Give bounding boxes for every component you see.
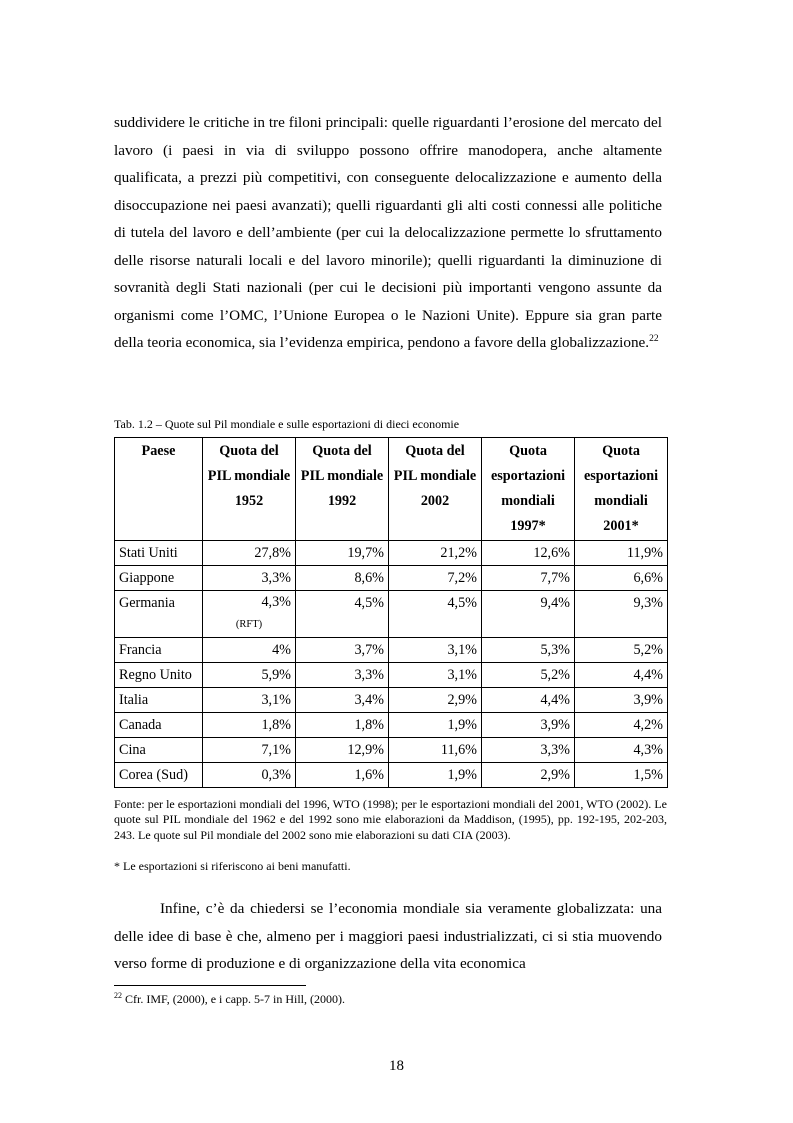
value-cell: 12,9%	[296, 738, 389, 763]
value-cell: 3,9%	[575, 688, 668, 713]
value-cell: 1,9%	[389, 713, 482, 738]
value-cell: 9,4%	[482, 591, 575, 638]
table-row	[115, 541, 668, 566]
value-cell: 9,3%	[575, 591, 668, 638]
value-cell: 2,9%	[389, 688, 482, 713]
value-cell: 4,3%	[575, 738, 668, 763]
value-cell: 12,6%	[482, 541, 575, 566]
value-cell: 0,3%	[203, 763, 296, 788]
table-row	[115, 638, 668, 663]
paragraph-text: suddividere le critiche in tre filoni principali: quelle riguardanti l’erosione del mercato del lavoro (i paesi in via di sviluppo possono offrire manodopera, anche altamente qualificata, a prezzi più competitivi, con conseguente delocalizzazione e aumento della disoccupazione nei paesi avanzati); quelli riguardanti gli alti costi connessi alle politiche di tutela del lavoro e dell’ambiente (per cui la delocalizzazione permette lo sfruttamento delle risorse naturali locali e del lavoro minorile); quelli riguardanti la diminuzione di sovranità degli Stati nazionali (per cui le decisioni più importanti vengono assunte da organismi come l’OMC, l’Unione Europea o le Nazioni Unite). Eppure sia gran parte della teoria economica, sia l’evidenza empirica, pendono a favore della globalizzazione.	[114, 114, 662, 351]
value-cell: 3,3%	[203, 566, 296, 591]
footnote-number: 22	[114, 991, 122, 1000]
country-cell: Stati Uniti	[115, 541, 203, 566]
value-cell: 1,5%	[575, 763, 668, 788]
value-cell: 4,5%	[389, 591, 482, 638]
value-cell: 3,9%	[482, 713, 575, 738]
country-cell: Canada	[115, 713, 203, 738]
value-cell: 6,6%	[575, 566, 668, 591]
body-paragraph	[114, 109, 662, 357]
country-cell: Francia	[115, 638, 203, 663]
footnote-ref[interactable]: 22	[649, 333, 659, 344]
data-table	[114, 437, 668, 788]
value-cell: 1,8%	[296, 713, 389, 738]
table-row	[115, 713, 668, 738]
value-cell: 3,3%	[482, 738, 575, 763]
country-cell: Giappone	[115, 566, 203, 591]
table-note: * Le esportazioni si riferiscono ai beni manufatti.	[114, 859, 351, 873]
value-cell: 5,2%	[575, 638, 668, 663]
value-cell: 21,2%	[389, 541, 482, 566]
header-cell: Paese	[115, 438, 203, 541]
footnote	[114, 992, 345, 1007]
value-cell: 7,7%	[482, 566, 575, 591]
country-cell: Germania	[115, 591, 203, 638]
value-cell: 5,3%	[482, 638, 575, 663]
value-cell: 4%	[203, 638, 296, 663]
country-cell: Regno Unito	[115, 663, 203, 688]
header-cell: Quota del PIL mondiale 1992	[296, 438, 389, 541]
table-row	[115, 763, 668, 788]
value-cell: 4,4%	[482, 688, 575, 713]
value-cell: 2,9%	[482, 763, 575, 788]
country-cell: Italia	[115, 688, 203, 713]
value-cell: 7,1%	[203, 738, 296, 763]
value-cell: 5,2%	[482, 663, 575, 688]
country-cell: Corea (Sud)	[115, 763, 203, 788]
value-cell: 3,7%	[296, 638, 389, 663]
value-cell: 1,9%	[389, 763, 482, 788]
table-row	[115, 688, 668, 713]
value-cell: 11,6%	[389, 738, 482, 763]
value-cell: 8,6%	[296, 566, 389, 591]
table-row	[115, 566, 668, 591]
header-cell: Quota del PIL mondiale 1952	[203, 438, 296, 541]
table-source: Fonte: per le esportazioni mondiali del 1996, WTO (1998); per le esportazioni mondiali del 2001, WTO (2002). Le quote sul PIL mondiale del 1962 e del 1992 sono mie elaborazioni da Maddison, (1995), pp. 192-195, 202-203, 243. Le quote sul Pil mondiale del 2002 sono mie elaborazioni su dati CIA (2003).	[114, 797, 667, 842]
table-row	[115, 663, 668, 688]
value-cell: 4,4%	[575, 663, 668, 688]
country-cell: Cina	[115, 738, 203, 763]
value-cell	[203, 591, 296, 638]
value-cell: 1,6%	[296, 763, 389, 788]
header-cell: Quota del PIL mondiale 2002	[389, 438, 482, 541]
body-paragraph: Infine, c’è da chiedersi se l’economia mondiale sia veramente globalizzata: una delle idee di base è che, almeno per i maggiori paesi industrializzati, ci si stia muovendo verso forme di produzione e di organizzazione della vita economica	[114, 900, 662, 972]
value-cell: 3,1%	[389, 663, 482, 688]
value-cell: 27,8%	[203, 541, 296, 566]
value-cell: 3,1%	[203, 688, 296, 713]
page-number: 18	[389, 1058, 404, 1074]
value-cell: 7,2%	[389, 566, 482, 591]
table-row	[115, 738, 668, 763]
value-cell: 5,9%	[203, 663, 296, 688]
table-row	[115, 591, 668, 638]
value-cell: 3,3%	[296, 663, 389, 688]
footnote-text: Cfr. IMF, (2000), e i capp. 5-7 in Hill, (2000).	[125, 992, 346, 1006]
header-cell: Quota esportazioni mondiali 2001*	[575, 438, 668, 541]
header-cell: Quota esportazioni mondiali 1997*	[482, 438, 575, 541]
rft-note: (RFT)	[235, 619, 263, 630]
value-cell: 4,5%	[296, 591, 389, 638]
value-cell: 3,1%	[389, 638, 482, 663]
value-cell: 19,7%	[296, 541, 389, 566]
table-header-row	[115, 438, 668, 541]
value-cell: 1,8%	[203, 713, 296, 738]
value-cell: 4,2%	[575, 713, 668, 738]
value-text: 4,3%	[261, 594, 291, 610]
footnote-divider	[114, 985, 306, 986]
value-cell: 11,9%	[575, 541, 668, 566]
table-caption: Tab. 1.2 – Quote sul Pil mondiale e sulle esportazioni di dieci economie	[114, 417, 460, 431]
value-cell: 3,4%	[296, 688, 389, 713]
